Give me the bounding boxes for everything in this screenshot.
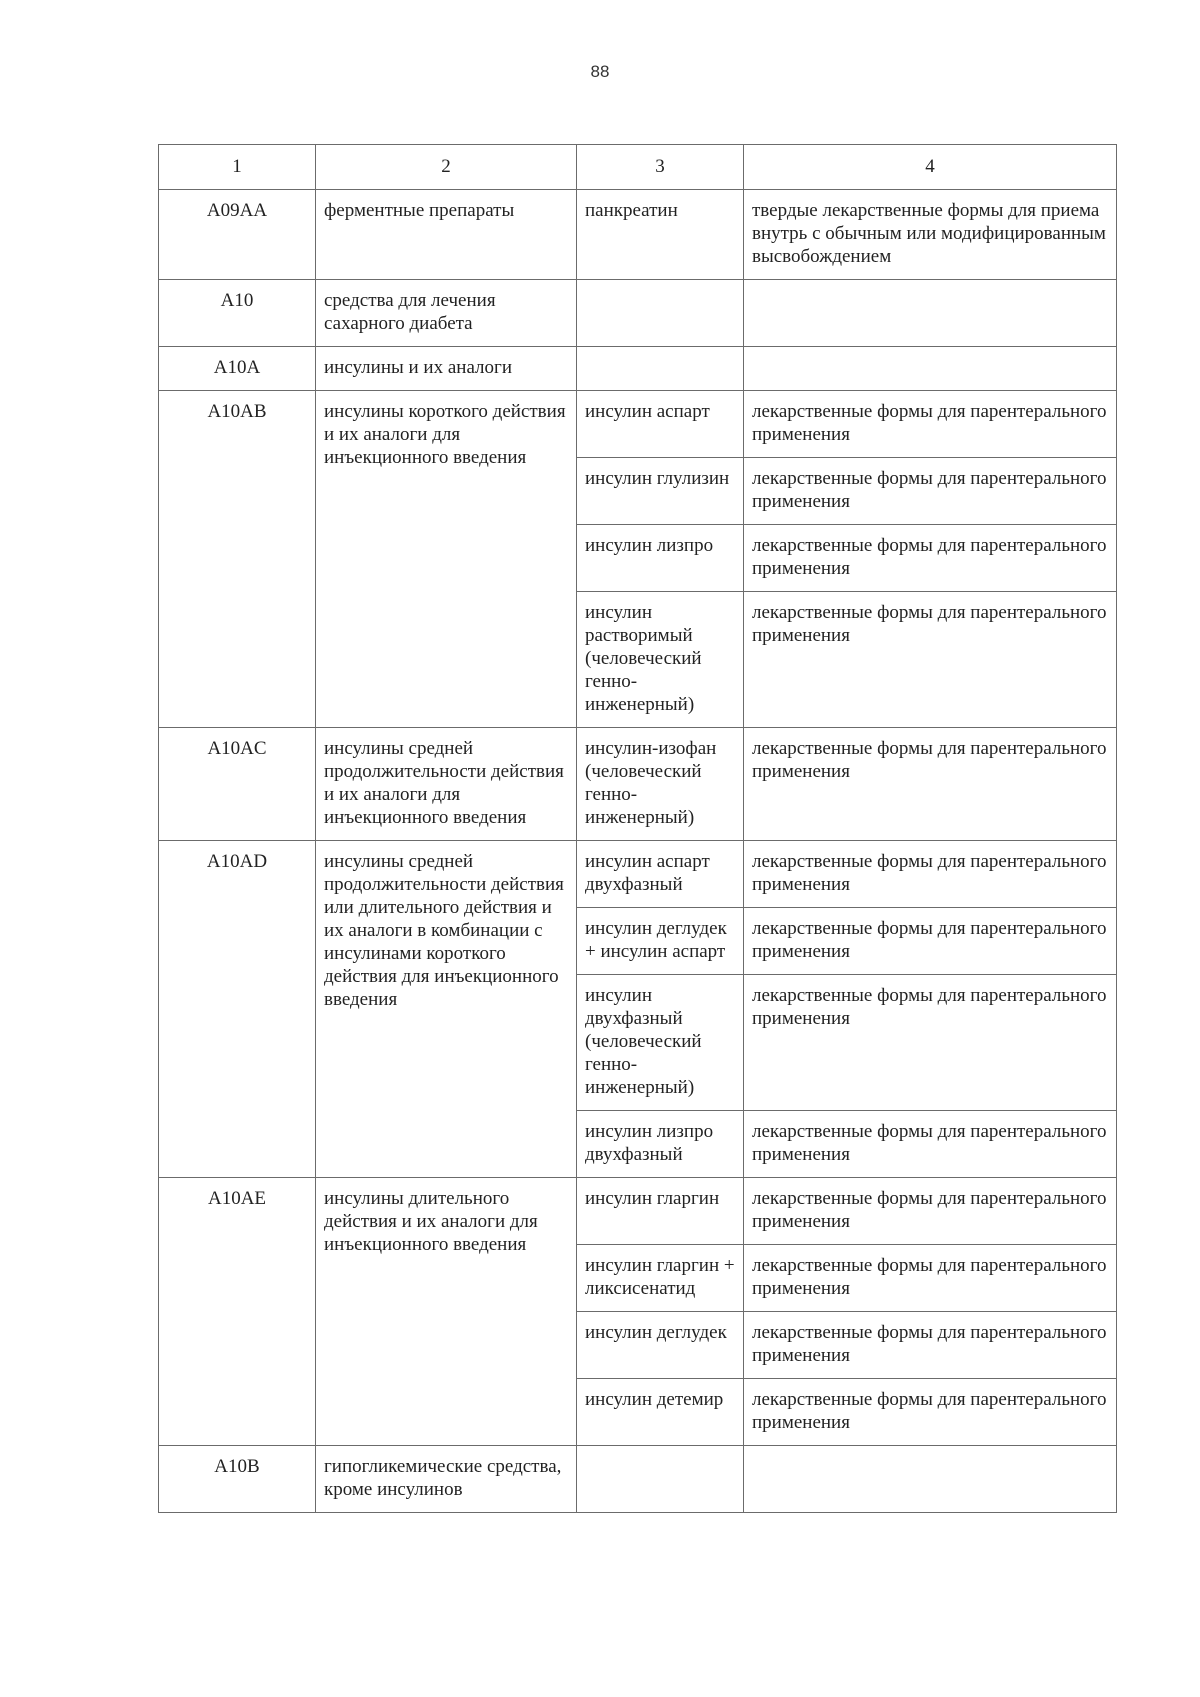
atc-code-cell: A09AA — [159, 190, 316, 280]
atc-code-cell: A10AD — [159, 841, 316, 1178]
drug-name-cell: инсулин детемир — [577, 1379, 744, 1446]
table-row — [159, 1178, 1117, 1245]
drug-name-cell: инсулин гларгин + ликсисенатид — [577, 1245, 744, 1312]
drug-name-cell: инсулин аспарт двухфазный — [577, 841, 744, 908]
dosage-form-cell: лекарственные формы для парентерального применения — [744, 525, 1117, 592]
drug-name-cell — [577, 347, 744, 391]
column-header: 3 — [577, 145, 744, 190]
group-name-cell: инсулины и их аналоги — [316, 347, 577, 391]
dosage-form-cell: лекарственные формы для парентерального применения — [744, 458, 1117, 525]
drug-name-cell: инсулин гларгин — [577, 1178, 744, 1245]
table-row — [159, 280, 1117, 347]
group-name-cell: средства для лечения сахарного диабета — [316, 280, 577, 347]
dosage-form-cell: твердые лекарственные формы для приема внутрь с обычным или модифицированным высвобождением — [744, 190, 1117, 280]
group-name-cell: инсулины средней продолжительности действия или длительного действия и их аналоги в комбинации с инсулинами короткого действия для инъекционного введения — [316, 841, 577, 1178]
drug-name-cell: инсулин деглудек — [577, 1312, 744, 1379]
column-header: 4 — [744, 145, 1117, 190]
table-row — [159, 391, 1117, 458]
drug-name-cell: инсулин-изофан (человеческий генно-инженерный) — [577, 728, 744, 841]
table-row — [159, 1446, 1117, 1513]
atc-code-cell: A10A — [159, 347, 316, 391]
dosage-form-cell: лекарственные формы для парентерального применения — [744, 908, 1117, 975]
dosage-form-cell: лекарственные формы для парентерального применения — [744, 841, 1117, 908]
table-row — [159, 841, 1117, 908]
dosage-form-cell — [744, 1446, 1117, 1513]
dosage-form-cell — [744, 347, 1117, 391]
dosage-form-cell: лекарственные формы для парентерального применения — [744, 1245, 1117, 1312]
dosage-form-cell: лекарственные формы для парентерального применения — [744, 1111, 1117, 1178]
dosage-form-cell: лекарственные формы для парентерального применения — [744, 1178, 1117, 1245]
group-name-cell: гипогликемические средства, кроме инсулинов — [316, 1446, 577, 1513]
drug-name-cell: инсулин лизпро двухфазный — [577, 1111, 744, 1178]
drug-name-cell: инсулин глулизин — [577, 458, 744, 525]
column-header: 1 — [159, 145, 316, 190]
drug-name-cell: инсулин аспарт — [577, 391, 744, 458]
dosage-form-cell: лекарственные формы для парентерального применения — [744, 1379, 1117, 1446]
drug-name-cell — [577, 280, 744, 347]
drug-name-cell: панкреатин — [577, 190, 744, 280]
table-row — [159, 190, 1117, 280]
atc-code-cell: A10AE — [159, 1178, 316, 1446]
table-row — [159, 347, 1117, 391]
atc-code-cell: A10 — [159, 280, 316, 347]
drug-name-cell: инсулин растворимый (человеческий генно-инженерный) — [577, 592, 744, 728]
drug-name-cell — [577, 1446, 744, 1513]
column-header: 2 — [316, 145, 577, 190]
dosage-form-cell: лекарственные формы для парентерального применения — [744, 592, 1117, 728]
dosage-form-cell: лекарственные формы для парентерального применения — [744, 975, 1117, 1111]
atc-code-cell: A10B — [159, 1446, 316, 1513]
dosage-form-cell: лекарственные формы для парентерального применения — [744, 391, 1117, 458]
table-header-row — [159, 145, 1117, 190]
drug-name-cell: инсулин двухфазный (человеческий генно-инженерный) — [577, 975, 744, 1111]
dosage-form-cell — [744, 280, 1117, 347]
atc-code-cell: A10AB — [159, 391, 316, 728]
dosage-form-cell: лекарственные формы для парентерального применения — [744, 1312, 1117, 1379]
drug-name-cell: инсулин деглудек + инсулин аспарт — [577, 908, 744, 975]
page-number: 88 — [590, 62, 610, 81]
group-name-cell: инсулины короткого действия и их аналоги для инъекционного введения — [316, 391, 577, 728]
table-row — [159, 728, 1117, 841]
group-name-cell: ферментные препараты — [316, 190, 577, 280]
group-name-cell: инсулины средней продолжительности действия и их аналоги для инъекционного введения — [316, 728, 577, 841]
drug-name-cell: инсулин лизпро — [577, 525, 744, 592]
dosage-form-cell: лекарственные формы для парентерального применения — [744, 728, 1117, 841]
group-name-cell: инсулины длительного действия и их аналоги для инъекционного введения — [316, 1178, 577, 1446]
atc-code-cell: A10AC — [159, 728, 316, 841]
drug-table — [158, 144, 1117, 1513]
